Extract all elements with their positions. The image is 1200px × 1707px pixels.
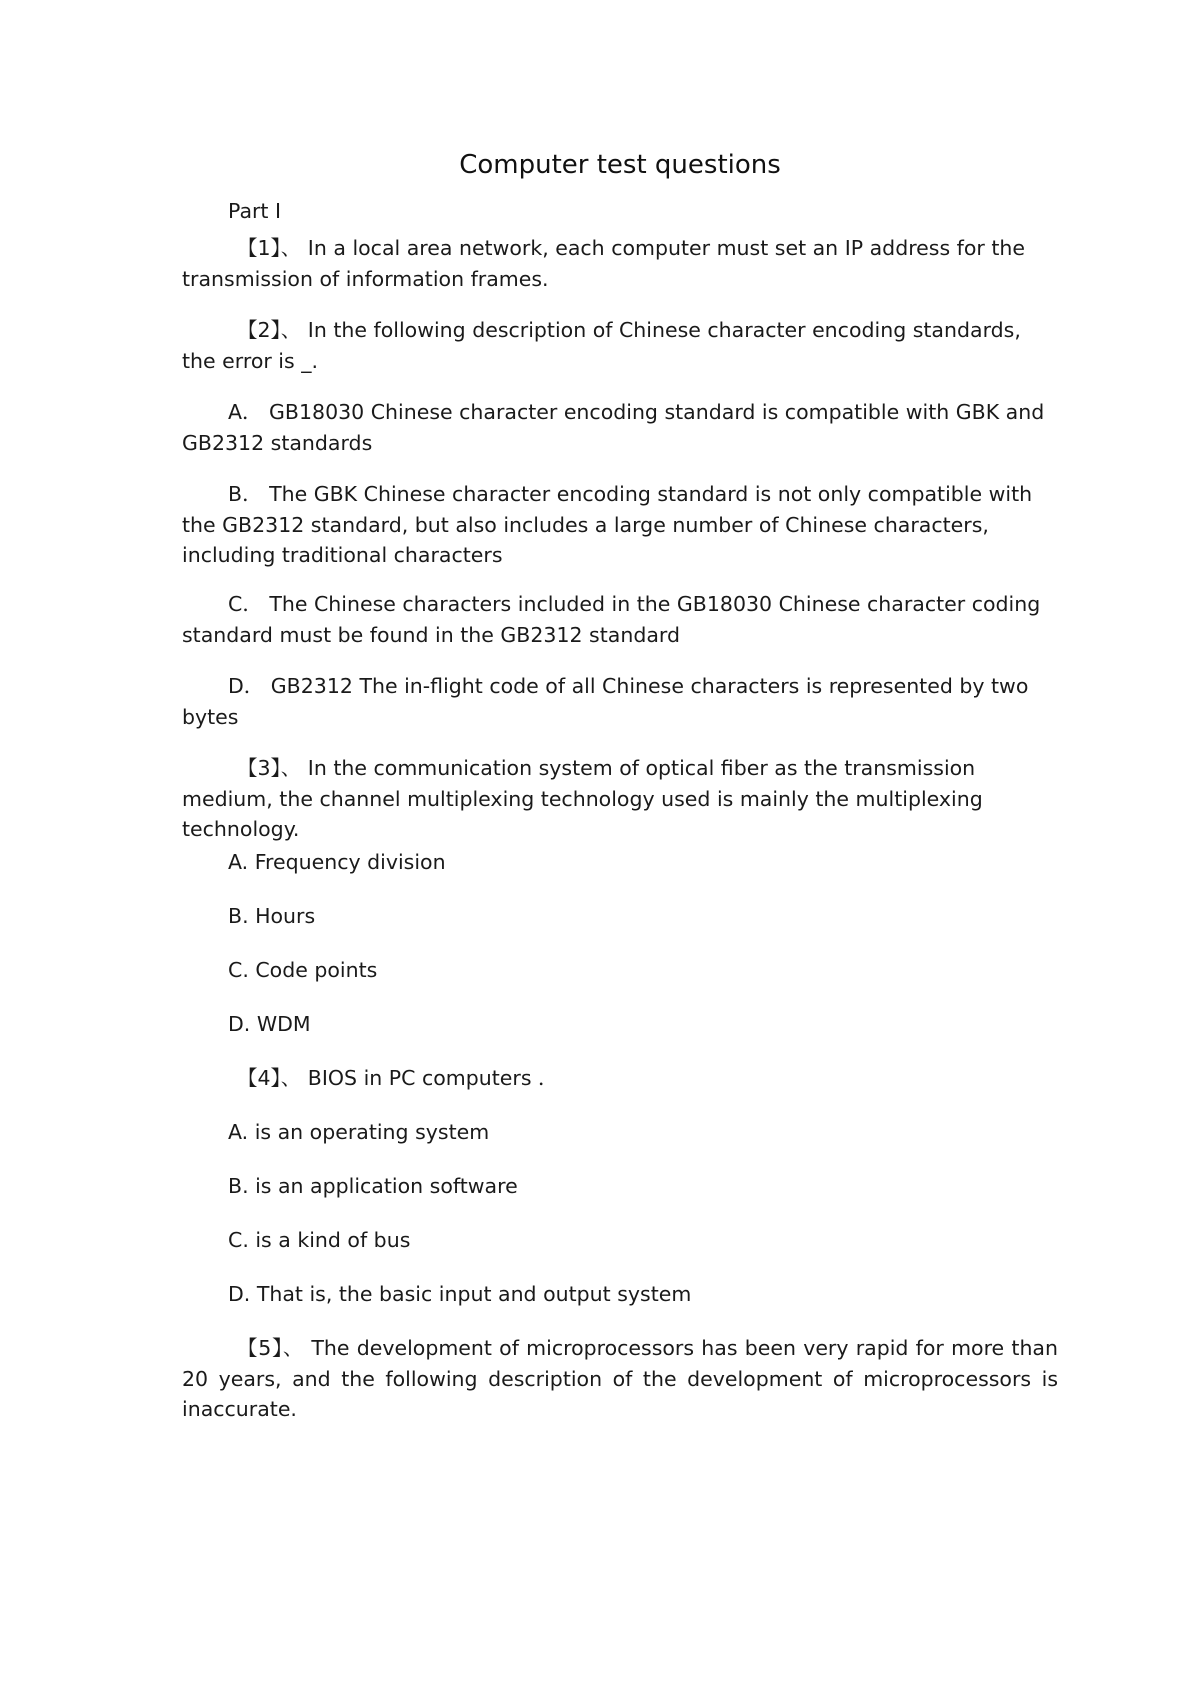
question-2-option-b: B． The GBK Chinese character encoding standard is not only compatible with the GB2312 standard, but also includes a large number of Chinese characters, including traditional characters [182, 482, 1033, 567]
question-2-option-a: A． GB18030 Chinese character encoding standard is compatible with GBK and GB2312 standards [182, 400, 1045, 455]
question-4-option-b: B. is an application software [228, 1174, 518, 1198]
question-3-option-a: A. Frequency division [228, 850, 446, 874]
question-4-option-a: A. is an operating system [228, 1120, 490, 1144]
document-title: Computer test questions [459, 150, 781, 180]
question-2-option-d: D． GB2312 The in-flight code of all Chinese characters is represented by two bytes [182, 674, 1029, 729]
part-heading: Part I [228, 199, 282, 223]
question-2: 【2】、 In the following description of Chinese character encoding standards, the error is _. [182, 318, 1021, 373]
question-1: 【1】、 In a local area network, each computer must set an IP address for the transmission of information frames. [182, 236, 1026, 291]
question-3-option-b: B. Hours [228, 904, 316, 928]
question-5: 【5】、 The development of microprocessors has been very rapid for more than 20 years, and the following description of the development of microprocessors is inaccurate. [182, 1336, 1058, 1421]
question-2-option-c: C． The Chinese characters included in the GB18030 Chinese character coding standard must be found in the GB2312 standard [182, 592, 1041, 647]
question-4-option-c: C. is a kind of bus [228, 1228, 411, 1252]
question-4: 【4】、 BIOS in PC computers ． [237, 1066, 559, 1090]
question-3-option-c: C. Code points [228, 958, 378, 982]
question-3-option-d: D. WDM [228, 1012, 311, 1036]
question-4-option-d: D. That is, the basic input and output system [228, 1282, 692, 1306]
question-3: 【3】、 In the communication system of optical fiber as the transmission medium, the channel multiplexing technology used is mainly the multiplexing technology. [182, 756, 983, 841]
